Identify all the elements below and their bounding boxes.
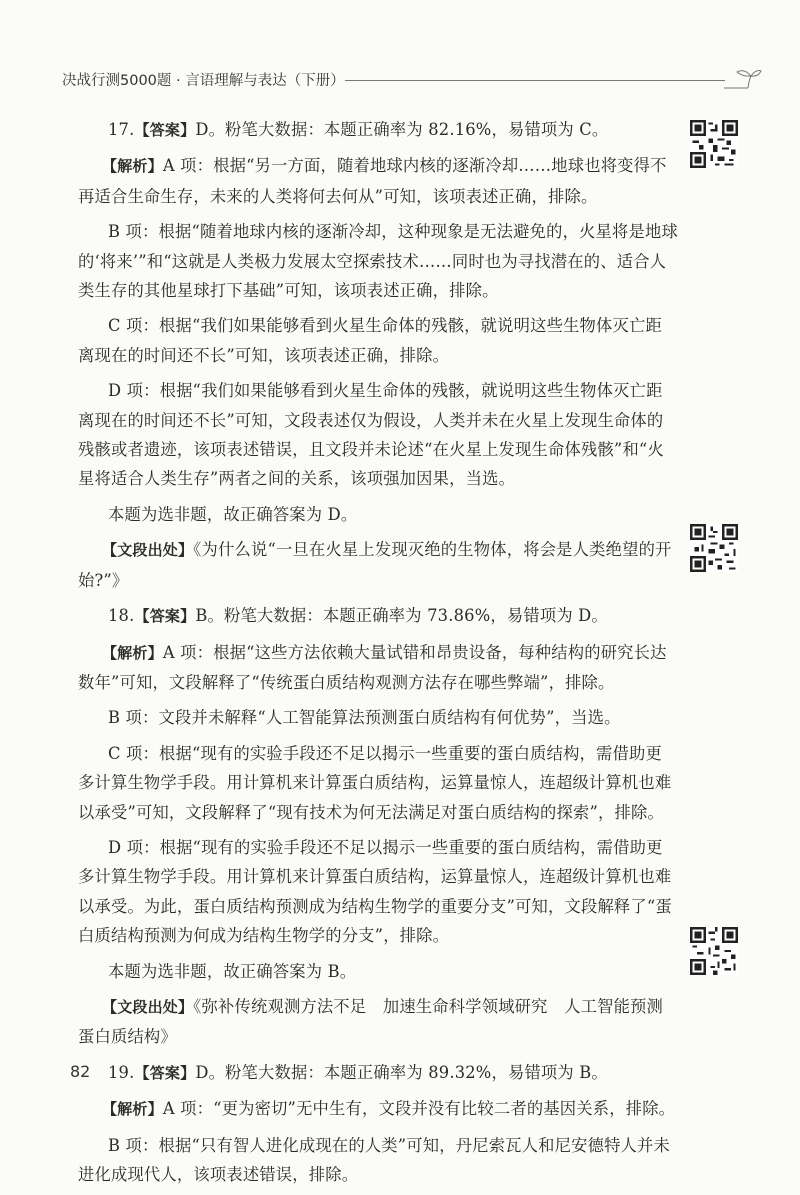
- q18-analysis-b: B 项：文段并未解释“人工智能算法预测蛋白质结构有何优势”，当选。: [108, 708, 621, 728]
- answer-tag: 【答案】: [134, 121, 196, 139]
- q18-answer-line: [78, 601, 678, 631]
- q18-conclusion: 本题为选非题，故正确答案为 B。: [108, 961, 357, 981]
- analysis-tag: 【解析】: [102, 157, 163, 176]
- page-number: 82: [70, 1062, 91, 1081]
- analysis-text: A 项：根据“这些方法依赖大量试错和昂贵设备，每种结构的研究长达数年”可知，文段解释了“传统蛋白质结构观测方法存在哪些弊端”，排除。: [78, 642, 667, 692]
- q18-analysis-d: D 项：根据“现有的实验手段还不足以揭示一些重要的蛋白质结构，需借助更多计算生物学手段。用计算机来计算蛋白质结构，运算量惊人，连超级计算机也难以承受。为此，蛋白质结构预测成为结构生物学的重要分支”可知，文段解释了“蛋白质结构预测为何成为结构生物学的分支”，排除。: [78, 837, 672, 946]
- source-text: 《为什么说“一旦在火星上发现灭绝的生物体，将会是人类绝望的开始?”》: [78, 540, 672, 590]
- answer-content: [78, 115, 678, 1195]
- q17-analysis-c: C 项：根据“我们如果能够看到火星生命体的残骸，就说明这些生物体灭亡距离现在的时间还不长”可知，该项表述正确，排除。: [78, 316, 662, 365]
- answer-text: D。粉笔大数据：本题正确率为 89.32%，易错项为 B。: [195, 1062, 608, 1082]
- answer-tag: 【答案】: [134, 607, 196, 626]
- q17-source: [78, 535, 678, 595]
- q18-analysis-a: [78, 638, 678, 698]
- analysis-tag: 【解析】: [102, 643, 163, 662]
- qr-code-icon[interactable]: [690, 524, 738, 572]
- q17-analysis-a: [78, 151, 678, 211]
- source-tag: 【文段出处】: [102, 997, 194, 1016]
- answer-text: B。粉笔大数据：本题正确率为 73.86%，易错项为 D。: [195, 606, 608, 626]
- sprout-icon: [722, 66, 762, 94]
- header-title: 决战行测5000题 · 言语理解与表达（下册）: [62, 73, 345, 89]
- answer-text: D。粉笔大数据：本题正确率为 82.16%，易错项为 C。: [195, 120, 609, 139]
- question-number: 18.: [108, 606, 135, 626]
- analysis-tag: 【解析】: [102, 1100, 163, 1119]
- q19-analysis-b: B 项：根据“只有智人进化成现在的人类”可知，丹尼索瓦人和尼安德特人并未进化成现代人，该项表述错误，排除。: [78, 1135, 670, 1184]
- source-tag: 【文段出处】: [102, 541, 194, 560]
- source-text: 《弥补传统观测方法不足 加速生命科学领域研究 人工智能预测蛋白质结构》: [78, 996, 664, 1047]
- q19-analysis-a: [78, 1094, 678, 1124]
- question-number: 19.: [108, 1062, 135, 1082]
- q17-analysis-b: B 项：根据“随着地球内核的逐渐冷却，这种现象是无法避免的，火星将是地球的‘将来’”和“这就是人类极力发展太空探索技术……同时也为寻找潜在的、适合人类生存的其他星球打下基础”可知，该项表述正确，排除。: [78, 222, 678, 301]
- q18-analysis-c: C 项：根据“现有的实验手段还不足以揭示一些重要的蛋白质结构，需借助更多计算生物学手段。用计算机来计算蛋白质结构，运算量惊人，连超级计算机也难以承受”可知，文段解释了“现有技术为何无法满足对蛋白质结构的探索”，排除。: [78, 743, 672, 822]
- q17-conclusion: 本题为选非题，故正确答案为 D。: [108, 504, 358, 524]
- analysis-text: A 项：根据“另一方面，随着地球内核的逐渐冷却……地球也将变得不再适合生命生存，未来的人类将何去何从”可知，该项表述正确，排除。: [78, 156, 667, 206]
- header-rule: [345, 80, 725, 81]
- question-number: 17.: [108, 120, 135, 139]
- q17-analysis-d: D 项：根据“我们如果能够看到火星生命体的残骸，就说明这些生物体灭亡距离现在的时间还不长”可知，文段表述仅为假设，人类并未在火星上发现生命体的残骸或者遗迹，该项表述错误，且文段并未论述“在火星上发现生命体残骸”和“火星将适合人类生存”两者之间的关系，该项强加因果，当选。: [78, 381, 664, 489]
- running-header: [62, 66, 752, 96]
- qr-code-icon[interactable]: [690, 120, 738, 168]
- q19-answer-line: [78, 1058, 678, 1088]
- analysis-text: A 项：“更为密切”无中生有，文段并没有比较二者的基因关系，排除。: [162, 1099, 676, 1119]
- q18-source: [78, 992, 678, 1052]
- q17-answer-line: [78, 115, 678, 145]
- qr-code-icon[interactable]: [690, 927, 738, 975]
- answer-tag: 【答案】: [134, 1063, 196, 1082]
